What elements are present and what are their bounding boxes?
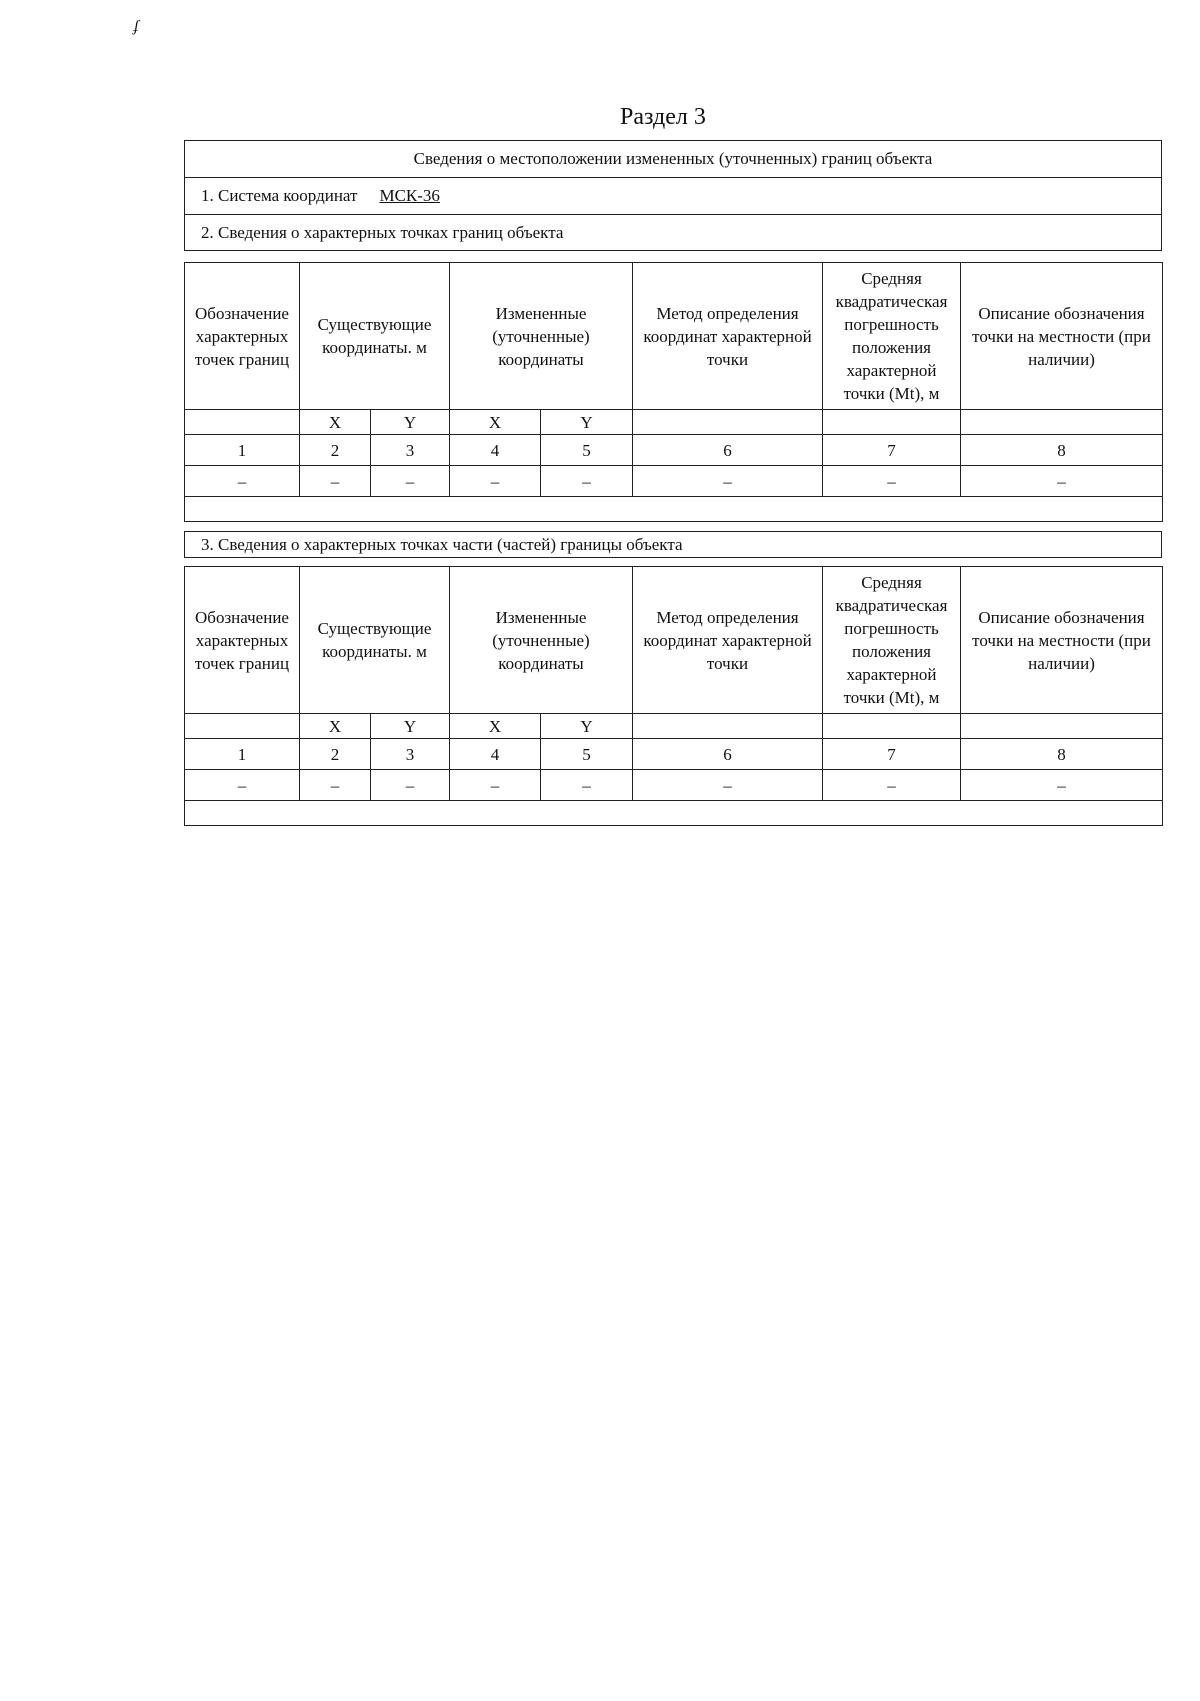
table-row [185,770,1163,801]
y-label: Y [371,410,450,435]
coord-system-value: МСК-36 [379,186,440,205]
table-cell: – [185,466,300,497]
x-label: X [300,714,371,739]
col-error-header: Средняя квадратическая погрешность положения характерной точки (Mt), м [823,567,961,714]
column-number: 8 [961,435,1163,466]
column-number: 8 [961,739,1163,770]
table-row [185,466,1163,497]
col-changed-coords-header: Измененные (уточненные) координаты [450,567,633,714]
x-label: X [450,410,541,435]
part-boundary-points-table [184,566,1163,826]
table-cell: – [450,770,541,801]
table-xy-row [185,714,1163,739]
boundary-points-table [184,262,1163,522]
col-description-header: Описание обозначения точки на местности (при наличии) [961,263,1163,410]
table-cell: – [961,466,1163,497]
column-number: 4 [450,739,541,770]
table-empty-row [185,801,1163,826]
table-cell: – [633,770,823,801]
col-error-header: Средняя квадратическая погрешность положения характерной точки (Mt), м [823,263,961,410]
column-number: 7 [823,739,961,770]
table-cell: – [541,466,633,497]
table-number-row [185,739,1163,770]
column-number: 1 [185,739,300,770]
column-number: 7 [823,435,961,466]
x-label: X [450,714,541,739]
col-method-header: Метод определения координат характерной точки [633,567,823,714]
table-cell: – [371,770,450,801]
column-number: 3 [371,435,450,466]
y-label: Y [371,714,450,739]
handwritten-mark: ʄ [134,18,139,35]
part-heading-block [184,531,1162,558]
col-description-header: Описание обозначения точки на местности (при наличии) [961,567,1163,714]
column-number: 5 [541,435,633,466]
column-number: 6 [633,739,823,770]
column-number: 3 [371,739,450,770]
col-existing-coords-header: Существующие координаты. м [300,567,450,714]
table-cell: – [823,466,961,497]
x-label: X [300,410,371,435]
table-number-row [185,435,1163,466]
col-existing-coords-header: Существующие координаты. м [300,263,450,410]
part-heading: 3. Сведения о характерных точках части (частей) границы объекта [201,534,683,554]
table-cell: – [450,466,541,497]
table-cell: – [185,770,300,801]
column-number: 6 [633,435,823,466]
section-title: Раздел 3 [620,104,706,130]
table-cell: – [300,770,371,801]
table-cell: – [823,770,961,801]
header-block [184,140,1162,251]
col-method-header: Метод определения координат характерной точки [633,263,823,410]
table-cell: – [371,466,450,497]
y-label: Y [541,410,633,435]
table-cell: – [300,466,371,497]
table-cell: – [961,770,1163,801]
coord-system-row [185,177,1161,214]
table-xy-row [185,410,1163,435]
table-cell: – [541,770,633,801]
column-number: 4 [450,435,541,466]
column-number: 2 [300,435,371,466]
coord-system-label: 1. Система координат [201,186,358,205]
table-empty-row [185,497,1163,522]
column-number: 5 [541,739,633,770]
col-changed-coords-header: Измененные (уточненные) координаты [450,263,633,410]
col-designation-header: Обозначение характерных точек границ [185,263,300,410]
table-cell: – [633,466,823,497]
column-number: 1 [185,435,300,466]
col-designation-header: Обозначение характерных точек границ [185,567,300,714]
column-number: 2 [300,739,371,770]
y-label: Y [541,714,633,739]
header-title: Сведения о местоположении измененных (уточненных) границ объекта [413,149,933,168]
points-heading: 2. Сведения о характерных точках границ объекта [185,214,1161,250]
table-header-row [185,567,1163,714]
table-header-row [185,263,1163,410]
